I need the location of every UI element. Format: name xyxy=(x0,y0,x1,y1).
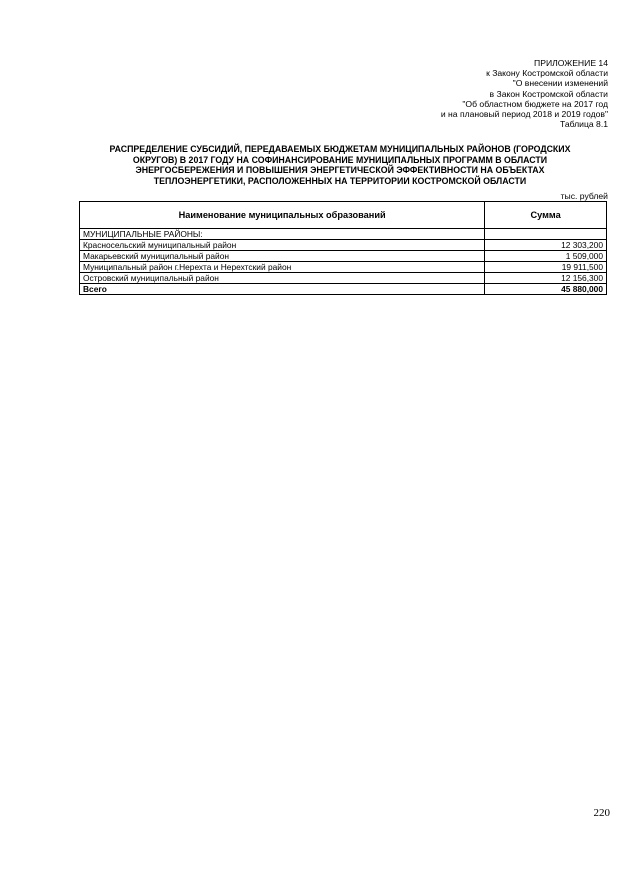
row-name: Красносельский муниципальный район xyxy=(80,240,485,251)
page-number: 220 xyxy=(593,807,610,819)
total-sum: 45 880,000 xyxy=(485,284,607,295)
subsidies-table xyxy=(79,201,607,295)
table-header-row xyxy=(80,202,607,229)
row-sum: 1 509,000 xyxy=(485,251,607,262)
appendix-line: к Закону Костромской области xyxy=(486,68,608,79)
row-sum: 12 303,200 xyxy=(485,240,607,251)
row-name: Островский муниципальный район xyxy=(80,273,485,284)
row-name: Муниципальный район г.Нерехта и Нерехтский район xyxy=(80,262,485,273)
appendix-header xyxy=(441,58,608,129)
appendix-line: в Закон Костромской области xyxy=(489,88,608,99)
title-line: РАСПРЕДЕЛЕНИЕ СУБСИДИЙ, ПЕРЕДАВАЕМЫХ БЮДЖЕТАМ МУНИЦИПАЛЬНЫХ РАЙОНОВ (ГОРОДСКИХ xyxy=(109,144,571,154)
table-number: Таблица 8.1 xyxy=(559,119,608,130)
title-line: ЭНЕРГОСБЕРЕЖЕНИЯ И ПОВЫШЕНИЯ ЭНЕРГЕТИЧЕСКОЙ ЭФФЕКТИВНОСТИ НА ОБЪЕКТАХ xyxy=(135,165,545,176)
title-line: ОКРУГОВ) В 2017 ГОДУ НА СОФИНАНСИРОВАНИЕ МУНИЦИПАЛЬНЫХ ПРОГРАММ В ОБЛАСТИ xyxy=(132,154,548,165)
appendix-line: и на плановый период 2018 и 2019 годов" xyxy=(440,109,608,120)
document-title xyxy=(80,144,600,186)
title-line: ТЕПЛОЭНЕРГЕТИКИ, РАСПОЛОЖЕННЫХ НА ТЕРРИТОРИИ КОСТРОМСКОЙ ОБЛАСТИ xyxy=(153,175,527,186)
appendix-line: "О внесении изменений xyxy=(512,78,608,89)
table-row xyxy=(80,229,607,240)
unit-label: тыс. рублей xyxy=(560,191,608,201)
row-name: Макарьевский муниципальный район xyxy=(80,251,485,262)
appendix-line: "Об областном бюджете на 2017 год xyxy=(462,98,608,109)
table-row xyxy=(80,273,607,284)
table-row xyxy=(80,251,607,262)
table-row xyxy=(80,262,607,273)
row-sum: 12 156,300 xyxy=(485,273,607,284)
total-label: Всего xyxy=(80,284,485,295)
row-sum: 19 911,500 xyxy=(485,262,607,273)
appendix-line: ПРИЛОЖЕНИЕ 14 xyxy=(534,58,608,68)
column-header-name: Наименование муниципальных образований xyxy=(80,202,485,229)
row-name: МУНИЦИПАЛЬНЫЕ РАЙОНЫ: xyxy=(80,229,485,240)
total-row xyxy=(80,284,607,295)
table-row xyxy=(80,240,607,251)
row-sum xyxy=(485,229,607,240)
column-header-sum: Сумма xyxy=(485,202,607,229)
